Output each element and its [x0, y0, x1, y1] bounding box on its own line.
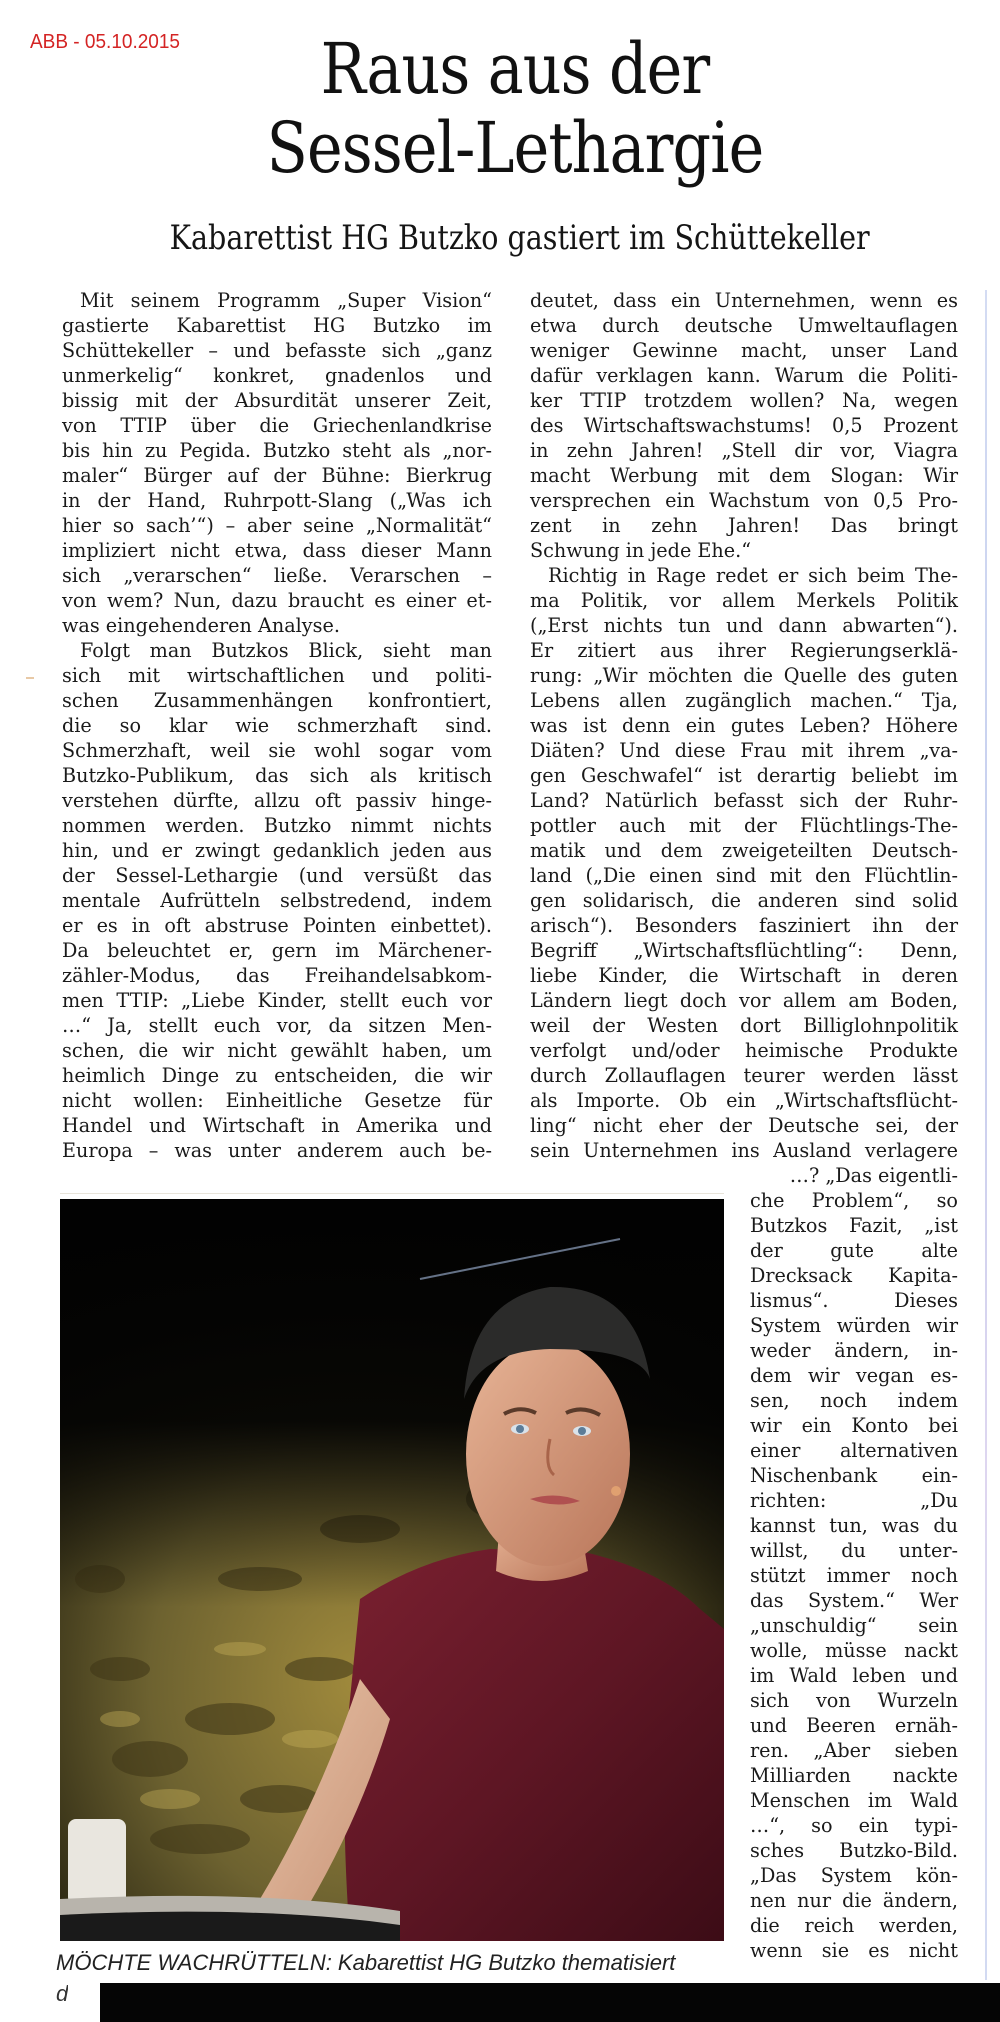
- article-line: in zehn Jahren! „Stell dir vor, Viagra: [530, 439, 958, 462]
- article-line: der Sessel-Lethargie (und versüßt das: [62, 864, 492, 887]
- article-line: in der Hand, Ruhrpott-Slang („Was ich: [62, 489, 492, 512]
- article-line: dafür verklagen kann. Warum die Politi-: [530, 364, 958, 387]
- headset-mic: [611, 1486, 621, 1496]
- article-line: die so klar wie schmerzhaft sind.: [62, 714, 492, 737]
- article-column-1: [62, 288, 492, 1163]
- article-line: Da beleuchtet er, gern im Märchener-: [62, 939, 492, 962]
- article-line: die reich werden,: [750, 1914, 958, 1937]
- article-line: nen nur die ändern,: [750, 1889, 958, 1912]
- article-line: mentale Aufrütteln selbstredend, indem: [62, 889, 492, 912]
- article-line: Schwung in jede Ehe.“: [530, 539, 752, 562]
- headline-line: Sessel-Lethargie: [266, 107, 764, 189]
- article-line: sich „verarschen“ ließe. Verarschen –: [62, 564, 492, 587]
- article-line: etwa durch deutsche Umweltauflagen: [530, 314, 958, 337]
- article-line: weniger Gewinne macht, unser Land: [530, 339, 958, 362]
- article-line: durch Zollauflagen teurer werden lässt: [530, 1064, 958, 1087]
- article-line: sen, noch indem: [750, 1389, 958, 1412]
- next-article-image-edge: [100, 1983, 1000, 2022]
- article-line: Schmerzhaft, weil sie wohl sogar vom: [62, 739, 492, 762]
- article-line: maler“ Bürger auf der Bühne: Bierkrug: [62, 464, 492, 487]
- article-line: was ist denn ein gutes Leben? Höhere: [530, 714, 958, 737]
- article-line: Folgt man Butzkos Blick, sieht man: [80, 639, 492, 662]
- article-line: bissig mit der Absurdität unserer Zeit,: [62, 389, 492, 412]
- article-line: sches Butzko-Bild.: [750, 1839, 958, 1862]
- article-line: wenn sie es nicht: [750, 1939, 958, 1962]
- article-line: „unschuldig“ sein: [750, 1614, 958, 1637]
- beer-mug: [68, 1819, 126, 1905]
- article-line: gastierte Kabarettist HG Butzko im: [62, 314, 492, 337]
- article-line: weder ändern, in-: [750, 1339, 958, 1362]
- article-line: „Das System kön-: [750, 1864, 958, 1887]
- clipping-stamp: ABB - 05.10.2015: [30, 31, 180, 53]
- article-line: System würden wir: [750, 1314, 958, 1337]
- article-line: Handel und Wirtschaft in Amerika und: [62, 1114, 492, 1137]
- article-line: gen solidarisch, die anderen sind solid: [530, 889, 958, 912]
- article-line: des Wirtschaftswachstums! 0,5 Prozent: [530, 414, 958, 437]
- article-line: lismus“. Dieses: [750, 1289, 958, 1312]
- scan-edge-line: [985, 290, 987, 1980]
- article-line: …“, so ein typi-: [750, 1814, 958, 1837]
- article-line: impliziert nicht etwa, dass dieser Mann: [62, 539, 492, 562]
- article-line: …? „Das eigentli-: [789, 1164, 958, 1187]
- article-line: zent in zehn Jahren! Das bringt: [530, 514, 958, 537]
- article-line: Schüttekeller – und befasste sich „ganz: [62, 339, 492, 362]
- article-line: ling“ nicht eher der Deutsche sei, der: [530, 1114, 958, 1137]
- article-line: von wem? Nun, dazu braucht es einer et-: [62, 589, 492, 612]
- article-line: Milliarden nackte: [750, 1764, 958, 1787]
- article-line: er es in oft abstruse Pointen einbettet).: [62, 914, 492, 937]
- subheadline-text: Kabarettist HG Butzko gastiert im Schüttekeller: [169, 218, 871, 258]
- article-line: Begriff „Wirtschaftsflüchtling“: Denn,: [530, 939, 958, 962]
- article-line: pottler auch mit der Flüchtlings-The-: [530, 814, 958, 837]
- article-line: was eingehenderen Analyse.: [62, 614, 340, 637]
- article-line: stützt immer noch: [750, 1564, 958, 1587]
- article-line: ma Politik, vor allem Merkels Politik: [530, 589, 958, 612]
- article-line: nommen werden. Butzko nimmt nichts: [62, 814, 492, 837]
- article-line: Mit seinem Programm „Super Vision“: [80, 289, 492, 312]
- article-line: nicht wollen: Einheitliche Gesetze für: [62, 1089, 492, 1112]
- article-line: wolle, müsse nackt: [750, 1639, 958, 1662]
- headline-line: Raus aus der: [320, 28, 710, 110]
- article-line: verfolgt und/oder heimische Produkte: [530, 1039, 958, 1062]
- photo-caption: MÖCHTE WACHRÜTTELN: Kabarettist HG Butzko thematisiert: [56, 1950, 676, 1972]
- article-line: und Beeren ernäh-: [750, 1714, 958, 1737]
- article-line: Ländern liegt doch vor allem am Boden,: [530, 989, 958, 1012]
- article-line: das System.“ Wer: [750, 1589, 958, 1612]
- article-line: einer alternativen: [750, 1439, 958, 1462]
- article-line: arisch“). Besonders fasziniert ihn der: [530, 914, 958, 937]
- article-line: gen Geschwafel“ ist derartig beliebt im: [530, 764, 958, 787]
- article-line: Land? Natürlich befasst sich der Ruhr-: [530, 789, 958, 812]
- article-line: heimlich Dinge zu entscheiden, die wir: [62, 1064, 492, 1087]
- article-line: macht Werbung mit dem Slogan: Wir: [530, 464, 958, 487]
- article-line: zähler-Modus, das Freihandelsabkom-: [62, 964, 492, 987]
- article-line: Er zitiert aus ihrer Regierungserklä-: [530, 639, 958, 662]
- article-line: wir ein Konto bei: [750, 1414, 958, 1437]
- article-line: hier so sach’“) – aber seine „Normalität“: [62, 514, 492, 537]
- article-line: land („Die einen sind mit den Flüchtlin-: [530, 864, 958, 887]
- article-line: versprechen ein Wachstum von 0,5 Pro-: [530, 489, 958, 512]
- article-line: hin, und er zwingt gedanklich jeden aus: [62, 839, 492, 862]
- shirt: [344, 1549, 724, 1941]
- article-line: Drecksack Kapita-: [750, 1264, 958, 1287]
- article-line: sein Unternehmen ins Ausland verlagere: [530, 1139, 958, 1162]
- article-line: rung: „Wir möchten die Quelle des guten: [530, 664, 958, 687]
- article-line: bis hin zu Pegida. Butzko steht als „nor-: [62, 439, 492, 462]
- article-line: weil der Westen dort Billiglohnpolitik: [530, 1014, 958, 1037]
- article-column-3: [750, 1188, 958, 1963]
- article-line: Diäten? Und diese Frau mit ihrem „va-: [530, 739, 958, 762]
- article-column-2: [530, 288, 958, 1188]
- article-line: Butzko-Publikum, das sich als kritisch: [62, 764, 492, 787]
- article-line: men TTIP: „Liebe Kinder, stellt euch vor: [62, 989, 492, 1012]
- article-line: matik und dem zweigeteilten Deutsch-: [530, 839, 958, 862]
- article-line: Lebens allen zugänglich machen.“ Tja,: [530, 689, 958, 712]
- article-line: Nischenbank ein-: [750, 1464, 958, 1487]
- article-line: liebe Kinder, die Wirtschaft in deren: [530, 964, 958, 987]
- article-line: der gute alte: [750, 1239, 958, 1262]
- article-photo: [60, 1199, 724, 1941]
- photo-illustration: [60, 1199, 724, 1941]
- headline: [100, 30, 930, 188]
- article-line: Menschen im Wald: [750, 1789, 958, 1812]
- article-line: sich mit wirtschaftlichen und politi-: [62, 664, 492, 687]
- article-line: ker TTIP trotzdem wollen? Na, wegen: [530, 389, 958, 412]
- article-line: im Wald leben und: [750, 1664, 958, 1687]
- article-line: verstehen dürfte, allzu oft passiv hinge-: [62, 789, 492, 812]
- article-line: als Importe. Ob ein „Wirtschaftsflücht-: [530, 1089, 958, 1112]
- photo-caption-continued: d: [56, 1984, 68, 2004]
- subheadline: [40, 216, 1000, 260]
- article-line: schen Zusammenhängen konfrontiert,: [62, 689, 492, 712]
- article-line: unmerkelig“ konkret, gnadenlos und: [62, 364, 492, 387]
- article-line: von TTIP über die Griechenlandkrise: [62, 414, 492, 437]
- article-line: ren. „Aber sieben: [750, 1739, 958, 1762]
- article-line: Richtig in Rage redet er sich beim The-: [548, 564, 958, 587]
- article-line: Europa – was unter anderem auch be-: [62, 1139, 492, 1162]
- scan-speck: [26, 677, 34, 679]
- article-line: richten: „Du: [750, 1489, 958, 1512]
- article-line: kannst tun, was du: [750, 1514, 958, 1537]
- photo-top-rule: [60, 1193, 724, 1194]
- article-line: („Erst nichts tun und dann abwarten“).: [530, 614, 958, 637]
- article-line: willst, du unter-: [750, 1539, 958, 1562]
- article-line: schen, die wir nicht gewählt haben, um: [62, 1039, 492, 1062]
- article-line: …“ Ja, stellt euch vor, da sitzen Men-: [62, 1014, 492, 1037]
- article-line: dem wir vegan es-: [750, 1364, 958, 1387]
- article-line: sich von Wurzeln: [750, 1689, 958, 1712]
- article-line: che Problem“, so: [750, 1189, 958, 1212]
- article-line: Butzkos Fazit, „ist: [750, 1214, 958, 1237]
- article-line: deutet, dass ein Unternehmen, wenn es: [530, 289, 958, 312]
